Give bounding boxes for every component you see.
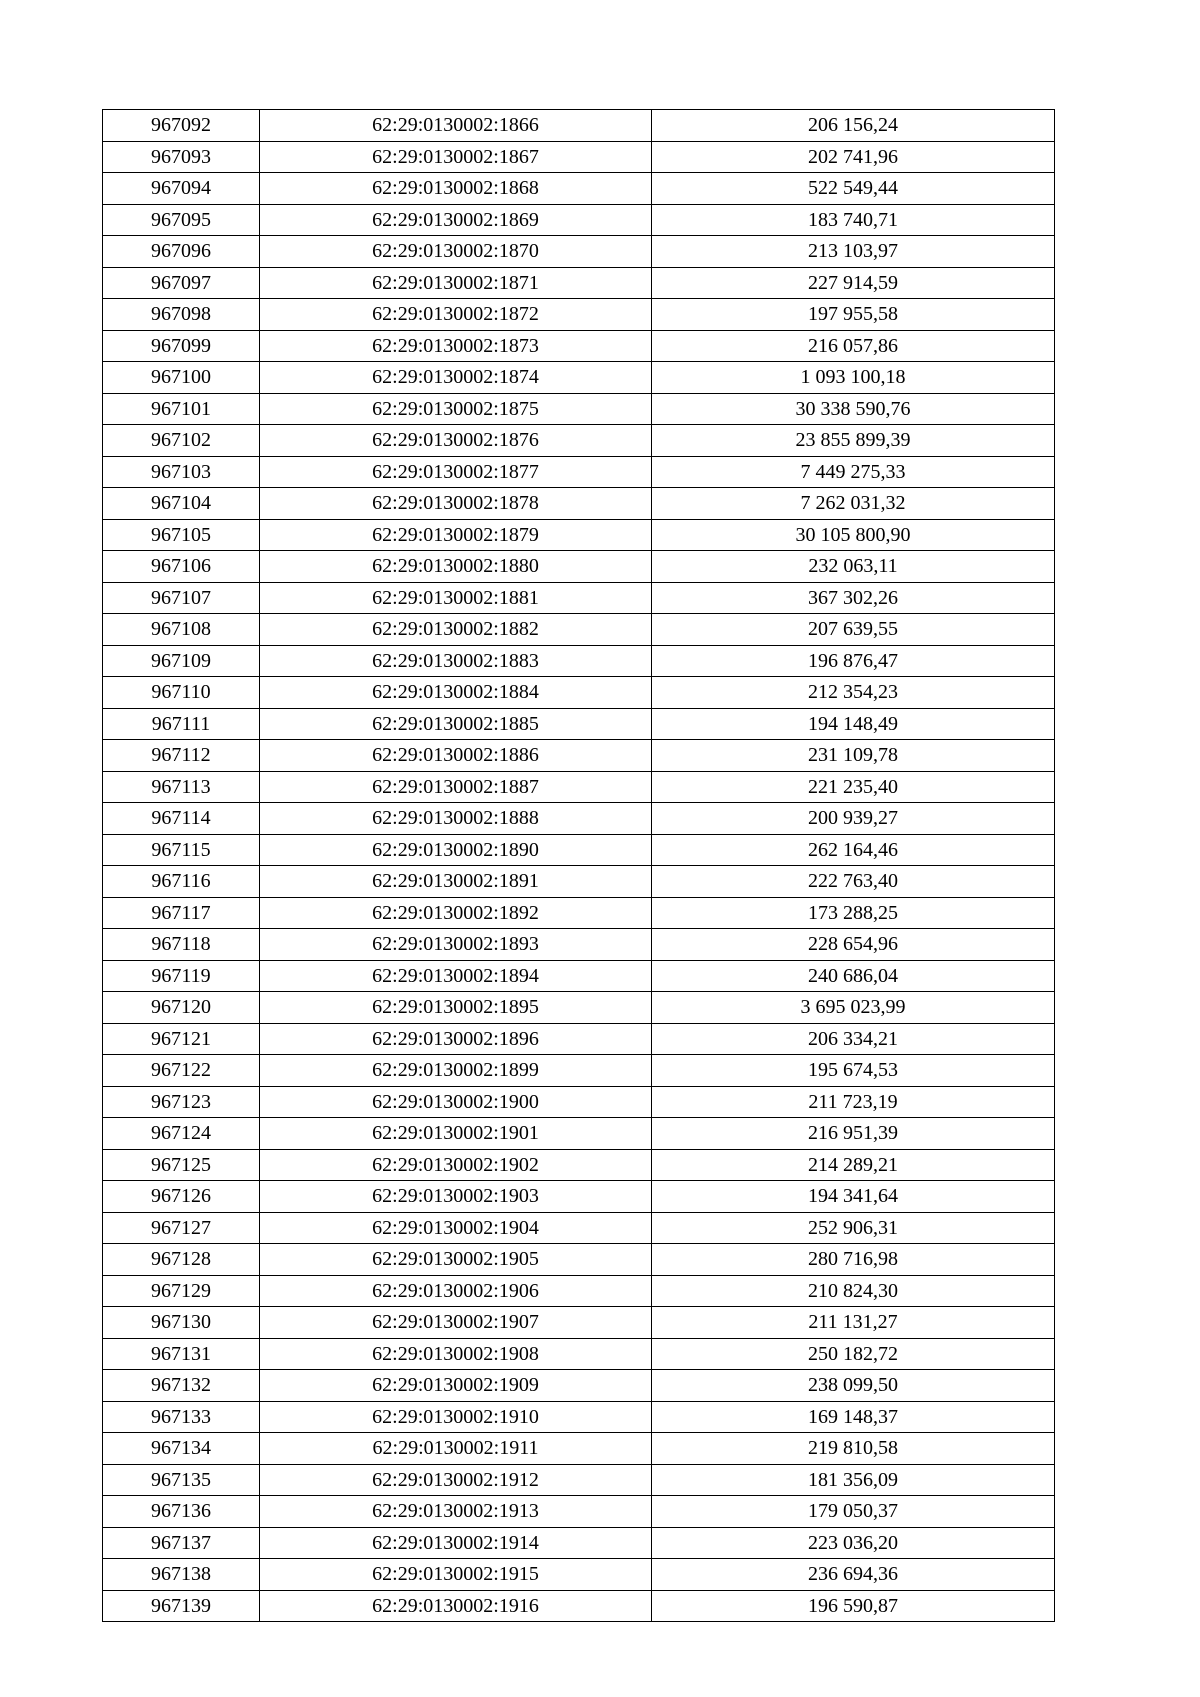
value-cell: 207 639,55 [652, 614, 1055, 646]
table-row [103, 803, 1055, 835]
value-cell: 200 939,27 [652, 803, 1055, 835]
row-number-cell: 967138 [103, 1559, 260, 1591]
table-row [103, 1464, 1055, 1496]
table-row [103, 519, 1055, 551]
value-cell: 522 549,44 [652, 173, 1055, 205]
cadastral-number-cell: 62:29:0130002:1914 [260, 1527, 652, 1559]
cadastral-number-cell: 62:29:0130002:1887 [260, 771, 652, 803]
cadastral-number-cell: 62:29:0130002:1894 [260, 960, 652, 992]
value-cell: 202 741,96 [652, 141, 1055, 173]
value-cell: 213 103,97 [652, 236, 1055, 268]
cadastral-number-cell: 62:29:0130002:1883 [260, 645, 652, 677]
table-row [103, 1118, 1055, 1150]
table-row [103, 866, 1055, 898]
value-cell: 23 855 899,39 [652, 425, 1055, 457]
row-number-cell: 967112 [103, 740, 260, 772]
value-cell: 195 674,53 [652, 1055, 1055, 1087]
row-number-cell: 967126 [103, 1181, 260, 1213]
cadastral-number-cell: 62:29:0130002:1874 [260, 362, 652, 394]
cadastral-number-cell: 62:29:0130002:1896 [260, 1023, 652, 1055]
table-row [103, 173, 1055, 205]
row-number-cell: 967104 [103, 488, 260, 520]
row-number-cell: 967109 [103, 645, 260, 677]
value-cell: 181 356,09 [652, 1464, 1055, 1496]
row-number-cell: 967113 [103, 771, 260, 803]
cadastral-number-cell: 62:29:0130002:1903 [260, 1181, 652, 1213]
table-row [103, 110, 1055, 142]
cadastral-number-cell: 62:29:0130002:1878 [260, 488, 652, 520]
table-row [103, 1433, 1055, 1465]
table-row [103, 1275, 1055, 1307]
value-cell: 197 955,58 [652, 299, 1055, 331]
cadastral-number-cell: 62:29:0130002:1902 [260, 1149, 652, 1181]
cadastral-number-cell: 62:29:0130002:1915 [260, 1559, 652, 1591]
cadastral-number-cell: 62:29:0130002:1872 [260, 299, 652, 331]
cadastral-number-cell: 62:29:0130002:1890 [260, 834, 652, 866]
row-number-cell: 967103 [103, 456, 260, 488]
value-cell: 212 354,23 [652, 677, 1055, 709]
table-row [103, 1149, 1055, 1181]
value-cell: 206 334,21 [652, 1023, 1055, 1055]
value-cell: 179 050,37 [652, 1496, 1055, 1528]
row-number-cell: 967118 [103, 929, 260, 961]
value-cell: 196 876,47 [652, 645, 1055, 677]
value-cell: 228 654,96 [652, 929, 1055, 961]
cadastral-number-cell: 62:29:0130002:1867 [260, 141, 652, 173]
table-row [103, 488, 1055, 520]
row-number-cell: 967102 [103, 425, 260, 457]
value-cell: 236 694,36 [652, 1559, 1055, 1591]
table-row [103, 456, 1055, 488]
value-cell: 219 810,58 [652, 1433, 1055, 1465]
row-number-cell: 967115 [103, 834, 260, 866]
cadastral-number-cell: 62:29:0130002:1893 [260, 929, 652, 961]
cadastral-number-cell: 62:29:0130002:1884 [260, 677, 652, 709]
cadastral-number-cell: 62:29:0130002:1875 [260, 393, 652, 425]
row-number-cell: 967136 [103, 1496, 260, 1528]
table-row [103, 1244, 1055, 1276]
value-cell: 223 036,20 [652, 1527, 1055, 1559]
cadastral-number-cell: 62:29:0130002:1886 [260, 740, 652, 772]
row-number-cell: 967132 [103, 1370, 260, 1402]
value-cell: 194 341,64 [652, 1181, 1055, 1213]
row-number-cell: 967098 [103, 299, 260, 331]
row-number-cell: 967135 [103, 1464, 260, 1496]
cadastral-number-cell: 62:29:0130002:1888 [260, 803, 652, 835]
cadastral-number-cell: 62:29:0130002:1908 [260, 1338, 652, 1370]
value-cell: 3 695 023,99 [652, 992, 1055, 1024]
table-row [103, 771, 1055, 803]
value-cell: 211 131,27 [652, 1307, 1055, 1339]
row-number-cell: 967111 [103, 708, 260, 740]
cadastral-number-cell: 62:29:0130002:1912 [260, 1464, 652, 1496]
table-row [103, 645, 1055, 677]
cadastral-number-cell: 62:29:0130002:1904 [260, 1212, 652, 1244]
row-number-cell: 967116 [103, 866, 260, 898]
table-row [103, 1527, 1055, 1559]
value-cell: 30 105 800,90 [652, 519, 1055, 551]
table-row [103, 614, 1055, 646]
value-cell: 216 057,86 [652, 330, 1055, 362]
cadastral-number-cell: 62:29:0130002:1882 [260, 614, 652, 646]
table-row [103, 393, 1055, 425]
cadastral-number-cell: 62:29:0130002:1892 [260, 897, 652, 929]
cadastral-number-cell: 62:29:0130002:1868 [260, 173, 652, 205]
table-row [103, 897, 1055, 929]
value-cell: 210 824,30 [652, 1275, 1055, 1307]
table-row [103, 299, 1055, 331]
table-row [103, 960, 1055, 992]
table-row [103, 141, 1055, 173]
row-number-cell: 967137 [103, 1527, 260, 1559]
cadastral-number-cell: 62:29:0130002:1907 [260, 1307, 652, 1339]
value-cell: 221 235,40 [652, 771, 1055, 803]
table-body [103, 110, 1055, 1622]
value-cell: 232 063,11 [652, 551, 1055, 583]
row-number-cell: 967121 [103, 1023, 260, 1055]
cadastral-number-cell: 62:29:0130002:1911 [260, 1433, 652, 1465]
table-row [103, 1496, 1055, 1528]
table-row [103, 1086, 1055, 1118]
table-row [103, 1181, 1055, 1213]
row-number-cell: 967139 [103, 1590, 260, 1622]
value-cell: 183 740,71 [652, 204, 1055, 236]
table-row [103, 582, 1055, 614]
table-row [103, 677, 1055, 709]
row-number-cell: 967095 [103, 204, 260, 236]
table-row [103, 425, 1055, 457]
row-number-cell: 967101 [103, 393, 260, 425]
row-number-cell: 967106 [103, 551, 260, 583]
table-row [103, 551, 1055, 583]
table-row [103, 1559, 1055, 1591]
cadastral-number-cell: 62:29:0130002:1891 [260, 866, 652, 898]
cadastral-number-cell: 62:29:0130002:1879 [260, 519, 652, 551]
table-row [103, 1590, 1055, 1622]
table-row [103, 362, 1055, 394]
value-cell: 231 109,78 [652, 740, 1055, 772]
table-row [103, 1338, 1055, 1370]
value-cell: 7 449 275,33 [652, 456, 1055, 488]
cadastral-number-cell: 62:29:0130002:1909 [260, 1370, 652, 1402]
table-row [103, 1401, 1055, 1433]
cadastral-number-cell: 62:29:0130002:1866 [260, 110, 652, 142]
row-number-cell: 967134 [103, 1433, 260, 1465]
row-number-cell: 967110 [103, 677, 260, 709]
table-row [103, 1212, 1055, 1244]
row-number-cell: 967105 [103, 519, 260, 551]
row-number-cell: 967128 [103, 1244, 260, 1276]
cadastral-value-table [102, 109, 1055, 1622]
cadastral-number-cell: 62:29:0130002:1880 [260, 551, 652, 583]
cadastral-number-cell: 62:29:0130002:1910 [260, 1401, 652, 1433]
value-cell: 240 686,04 [652, 960, 1055, 992]
table-row [103, 267, 1055, 299]
cadastral-number-cell: 62:29:0130002:1913 [260, 1496, 652, 1528]
value-cell: 194 148,49 [652, 708, 1055, 740]
row-number-cell: 967124 [103, 1118, 260, 1150]
value-cell: 252 906,31 [652, 1212, 1055, 1244]
table-row [103, 330, 1055, 362]
cadastral-number-cell: 62:29:0130002:1873 [260, 330, 652, 362]
value-cell: 250 182,72 [652, 1338, 1055, 1370]
cadastral-number-cell: 62:29:0130002:1895 [260, 992, 652, 1024]
row-number-cell: 967099 [103, 330, 260, 362]
cadastral-number-cell: 62:29:0130002:1876 [260, 425, 652, 457]
row-number-cell: 967093 [103, 141, 260, 173]
value-cell: 262 164,46 [652, 834, 1055, 866]
row-number-cell: 967120 [103, 992, 260, 1024]
cadastral-number-cell: 62:29:0130002:1905 [260, 1244, 652, 1276]
value-cell: 196 590,87 [652, 1590, 1055, 1622]
table-row [103, 929, 1055, 961]
value-cell: 1 093 100,18 [652, 362, 1055, 394]
row-number-cell: 967096 [103, 236, 260, 268]
cadastral-number-cell: 62:29:0130002:1916 [260, 1590, 652, 1622]
row-number-cell: 967130 [103, 1307, 260, 1339]
table-row [103, 740, 1055, 772]
row-number-cell: 967092 [103, 110, 260, 142]
value-cell: 214 289,21 [652, 1149, 1055, 1181]
value-cell: 7 262 031,32 [652, 488, 1055, 520]
row-number-cell: 967094 [103, 173, 260, 205]
cadastral-number-cell: 62:29:0130002:1871 [260, 267, 652, 299]
cadastral-number-cell: 62:29:0130002:1899 [260, 1055, 652, 1087]
table-row [103, 708, 1055, 740]
cadastral-number-cell: 62:29:0130002:1877 [260, 456, 652, 488]
row-number-cell: 967100 [103, 362, 260, 394]
value-cell: 211 723,19 [652, 1086, 1055, 1118]
cadastral-number-cell: 62:29:0130002:1900 [260, 1086, 652, 1118]
cadastral-number-cell: 62:29:0130002:1870 [260, 236, 652, 268]
value-cell: 238 099,50 [652, 1370, 1055, 1402]
value-cell: 280 716,98 [652, 1244, 1055, 1276]
table-row [103, 1307, 1055, 1339]
value-cell: 227 914,59 [652, 267, 1055, 299]
row-number-cell: 967127 [103, 1212, 260, 1244]
table-row [103, 236, 1055, 268]
table-row [103, 1370, 1055, 1402]
cadastral-number-cell: 62:29:0130002:1885 [260, 708, 652, 740]
table-row [103, 1055, 1055, 1087]
cadastral-number-cell: 62:29:0130002:1881 [260, 582, 652, 614]
cadastral-number-cell: 62:29:0130002:1869 [260, 204, 652, 236]
row-number-cell: 967125 [103, 1149, 260, 1181]
value-cell: 30 338 590,76 [652, 393, 1055, 425]
cadastral-number-cell: 62:29:0130002:1901 [260, 1118, 652, 1150]
table-row [103, 1023, 1055, 1055]
value-cell: 206 156,24 [652, 110, 1055, 142]
value-cell: 216 951,39 [652, 1118, 1055, 1150]
table-row [103, 204, 1055, 236]
row-number-cell: 967123 [103, 1086, 260, 1118]
row-number-cell: 967097 [103, 267, 260, 299]
row-number-cell: 967131 [103, 1338, 260, 1370]
table-row [103, 992, 1055, 1024]
value-cell: 173 288,25 [652, 897, 1055, 929]
row-number-cell: 967122 [103, 1055, 260, 1087]
row-number-cell: 967108 [103, 614, 260, 646]
value-cell: 222 763,40 [652, 866, 1055, 898]
row-number-cell: 967129 [103, 1275, 260, 1307]
row-number-cell: 967119 [103, 960, 260, 992]
value-cell: 367 302,26 [652, 582, 1055, 614]
row-number-cell: 967117 [103, 897, 260, 929]
cadastral-number-cell: 62:29:0130002:1906 [260, 1275, 652, 1307]
row-number-cell: 967107 [103, 582, 260, 614]
table-row [103, 834, 1055, 866]
value-cell: 169 148,37 [652, 1401, 1055, 1433]
row-number-cell: 967114 [103, 803, 260, 835]
row-number-cell: 967133 [103, 1401, 260, 1433]
